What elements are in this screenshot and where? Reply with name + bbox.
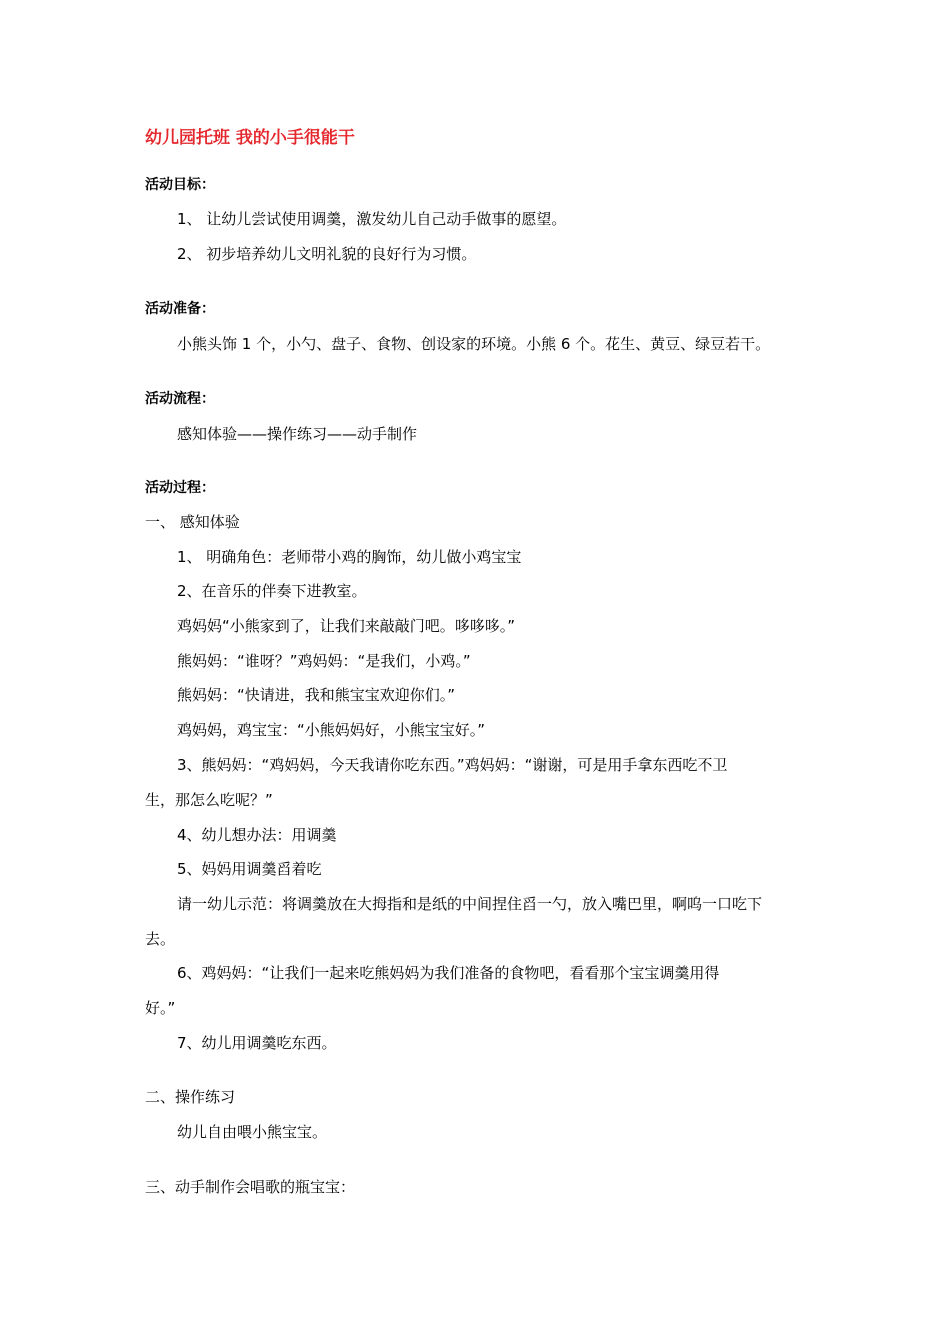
process-line: 3、熊妈妈：“鸡妈妈，今天我请你吃东西。”鸡妈妈：“谢谢，可是用手拿东西吃不卫 [177,756,728,774]
process-line: 6、鸡妈妈：“让我们一起来吃熊妈妈为我们准备的食物吧，看看那个宝宝调羹用得 [177,964,720,982]
process-line: 2、在音乐的伴奏下进教室。 [177,582,367,600]
prep-text: 小熊头饰 1 个，小勺、盘子、食物、创设家的环境。小熊 6 个。花生、黄豆、绿豆若干。 [177,335,771,353]
section-1-title: 一、 感知体验 [145,513,240,531]
goals-heading: 活动目标： [145,177,215,193]
process-line: 7、幼儿用调羹吃东西。 [177,1034,337,1052]
section-2-text: 幼儿自由喂小熊宝宝。 [177,1123,328,1141]
goal-item: 2、 初步培养幼儿文明礼貌的良好行为习惯。 [177,245,477,263]
process-line-continued: 生，那怎么吃呢？” [145,791,273,809]
document-title: 幼儿园托班 我的小手很能干 [145,128,355,148]
process-line: 1、 明确角色：老师带小鸡的胸饰，幼儿做小鸡宝宝 [177,548,522,566]
process-line: 请一幼儿示范：将调羹放在大拇指和是纸的中间捏住舀一勺，放入嘴巴里，啊呜一口吃下 [177,895,763,913]
process-line: 5、妈妈用调羹舀着吃 [177,860,322,878]
prep-heading: 活动准备： [145,301,215,317]
process-line: 熊妈妈：“谁呀？”鸡妈妈：“是我们，小鸡。” [177,652,471,670]
section-2-title: 二、操作练习 [145,1088,236,1106]
process-heading: 活动过程： [145,480,215,496]
section-3-title: 三、动手制作会唱歌的瓶宝宝： [145,1178,356,1196]
flow-heading: 活动流程： [145,391,215,407]
flow-text: 感知体验——操作练习——动手制作 [177,425,418,443]
process-line-continued: 去。 [145,930,176,948]
process-line: 熊妈妈：“快请进，我和熊宝宝欢迎你们。” [177,686,456,704]
goal-item: 1、 让幼儿尝试使用调羹，激发幼儿自己动手做事的愿望。 [177,210,567,228]
process-line: 4、幼儿想办法：用调羹 [177,826,337,844]
process-line: 鸡妈妈，鸡宝宝：“小熊妈妈好，小熊宝宝好。” [177,721,486,739]
process-line-continued: 好。” [145,999,176,1017]
process-line: 鸡妈妈“小熊家到了，让我们来敲敲门吧。哆哆哆。” [177,617,516,635]
